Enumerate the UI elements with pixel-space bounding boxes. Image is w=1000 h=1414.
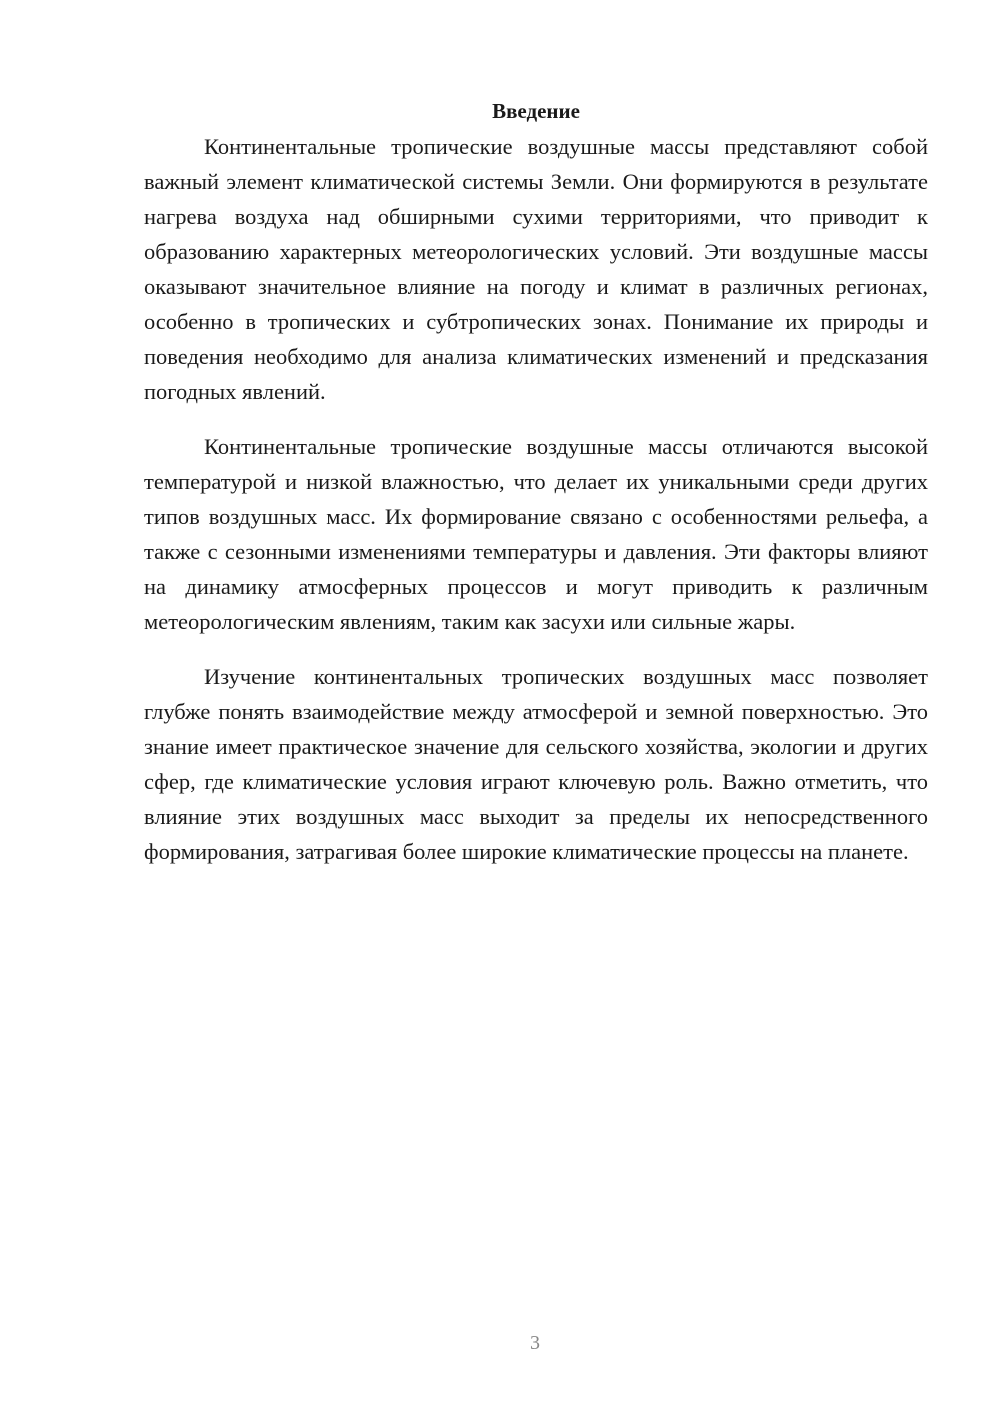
page-content [144,94,928,869]
paragraph-3: Изучение континентальных тропических воздушных масс позволяет глубже понять взаимодействие между атмосферой и земной поверхностью. Это знание имеет практическое значение для сельского хозяйства, экологии и других сфер, где климатические условия играют ключевую роль. Важно отметить, что влияние этих воздушных масс выходит за пределы их непосредственного формирования, затрагивая более широкие климатические процессы на планете. [144,664,928,864]
paragraph-1: Континентальные тропические воздушные массы представляют собой важный элемент климатической системы Земли. Они формируются в результате нагрева воздуха над обширными сухими территориями, что приводит к образованию характерных метеорологических условий. Эти воздушные массы оказывают значительное влияние на погоду и климат в различных регионах, особенно в тропических и субтропических зонах. Понимание их природы и поведения необходимо для анализа климатических изменений и предсказания погодных явлений. [144,134,928,404]
paragraph-2: Континентальные тропические воздушные массы отличаются высокой температурой и низкой влажностью, что делает их уникальными среди других типов воздушных масс. Их формирование связано с особенностями рельефа, а также с сезонными изменениями температуры и давления. Эти факторы влияют на динамику атмосферных процессов и могут приводить к различным метеорологическим явлениям, таким как засухи или сильные жары. [144,434,928,634]
page-number: 3 [530,1332,540,1354]
section-title: Введение [492,99,580,123]
